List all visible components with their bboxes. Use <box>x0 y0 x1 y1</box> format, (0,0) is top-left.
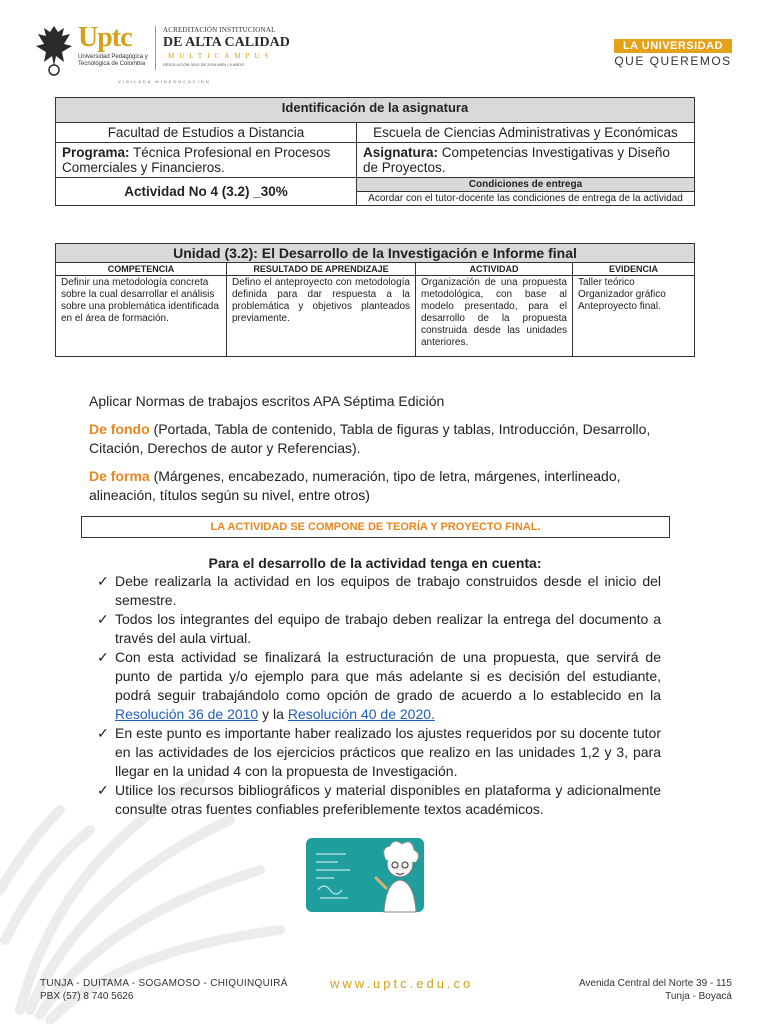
list-item: ✓ En este punto es importante haber realizado los ajustes requeridos por su docente tutor en las actividades de los ejercicios prácticos que realizo en las unidades 1,2 y 3, para llegar en la unidad 4 con la propuesta de Investigación. <box>97 725 661 779</box>
list-item: ✓ Utilice los recursos bibliográficos y material disponibles en plataforma y adicionalmente consulte otras fuentes confiables preferiblemente textos académicos. <box>97 782 661 817</box>
professor-illustration <box>304 834 434 918</box>
ident-table-title: Identificación de la asignatura <box>56 98 695 123</box>
cell-actividad: Organización de una propuesta metodológica, con base al modelo presentado, para el desarrollo de la propuesta construida desde las unidades anteriores. <box>416 276 573 357</box>
check-icon: ✓ <box>97 725 109 741</box>
accreditation-line-1: ACREDITACIÓN INSTITUCIONAL <box>163 26 276 34</box>
accreditation-line-4: RESOLUCIÓN 3910 DE 2015 MEN / 6 AÑOS <box>163 62 244 67</box>
forma-label: De forma <box>89 468 150 484</box>
unit-table-title: Unidad (3.2): El Desarrollo de la Investigación e Informe final <box>56 244 695 263</box>
conditions-header: Condiciones de entrega <box>357 178 695 192</box>
evidence-item: Anteproyecto final. <box>578 301 661 312</box>
guidelines-heading: Para el desarrollo de la actividad tenga en cuenta: <box>208 555 542 571</box>
footer-pbx: PBX (57) 8 740 5626 <box>40 991 134 1002</box>
subject-cell <box>357 143 695 178</box>
school-cell: Escuela de Ciencias Administrativas y Económicas <box>357 123 695 143</box>
program-cell <box>56 143 357 178</box>
header-divider <box>155 26 156 70</box>
col-header-evidencia: EVIDENCIA <box>573 263 695 276</box>
eagle-emblem-icon <box>34 22 74 78</box>
conditions-text: Acordar con el tutor-docente las condiciones de entrega de la actividad <box>357 192 695 206</box>
col-header-resultado: RESULTADO DE APRENDIZAJE <box>227 263 416 276</box>
subject-label: Asignatura: <box>363 145 439 160</box>
program-value: Técnica Profesional en Procesos Comerciales y Financieros. <box>62 145 331 175</box>
logo-subtitle: Universidad Pedagógica y Tecnológica de Colombia <box>78 54 148 67</box>
vigilada-text: VIGILADA MINEDUCACIÓN <box>118 79 211 84</box>
identification-table <box>55 97 695 206</box>
activity-cell: Actividad No 4 (3.2) _30% <box>56 178 357 206</box>
list-item: ✓ Todos los integrantes del equipo de trabajo deben realizar la entrega del documento a través del aula virtual. <box>97 611 661 646</box>
list-item: ✓ Con esta actividad se finalizará la estructuración de una propuesta, que servirá de punto de partida y/o ejemplo para que más adelante si es decisión del estudiante, podrá seguir trabajándolo como opción de grado de acuerdo a lo establecido en la Resolución 36 de 2010 y la Resolución 40 de 2020. <box>97 649 661 722</box>
footer-city: Tunja - Boyacá <box>665 991 732 1002</box>
cell-evidencia <box>573 276 695 357</box>
footer-website[interactable]: www.uptc.edu.co <box>330 976 474 991</box>
footer-cities: TUNJA - DUITAMA - SOGAMOSO - CHIQUINQUIRÁ <box>40 978 288 989</box>
guidelines-list <box>89 572 661 819</box>
check-icon: ✓ <box>97 611 109 627</box>
faculty-cell: Facultad de Estudios a Distancia <box>56 123 357 143</box>
col-header-actividad: ACTIVIDAD <box>416 263 573 276</box>
list-item: ✓ Debe realizarla la actividad en los equipos de trabajo construidos desde el inicio del semestre. <box>97 573 661 608</box>
slogan-top: LA UNIVERSIDAD <box>614 39 732 53</box>
col-header-competencia: COMPETENCIA <box>56 263 227 276</box>
unit-table <box>55 243 695 357</box>
accreditation-line-3: MULTICAMPUS <box>168 52 274 60</box>
accreditation-line-2: DE ALTA CALIDAD <box>163 35 290 50</box>
evidence-item: Taller teórico <box>578 277 635 288</box>
forma-paragraph <box>89 467 661 505</box>
fondo-label: De fondo <box>89 421 150 437</box>
evidence-item: Organizador gráfico <box>578 289 666 300</box>
logo-wordmark: Uptc <box>78 22 132 53</box>
program-label: Programa: <box>62 145 130 160</box>
fondo-paragraph <box>89 420 661 458</box>
fondo-text: (Portada, Tabla de contenido, Tabla de figuras y tablas, Introducción, Desarrollo, Citación, Derechos de autor y Referencias). <box>89 421 651 456</box>
resolution-40-link[interactable]: Resolución 40 de 2020. <box>287 706 435 722</box>
resolution-36-link[interactable]: Resolución 36 de 2010 <box>115 706 259 722</box>
cell-competencia: Definir una metodología concreta sobre la cual desarrollar el análisis sobre una problemática identificada en el área de formación. <box>56 276 227 357</box>
check-icon: ✓ <box>97 782 109 798</box>
activity-notice-box: LA ACTIVIDAD SE COMPONE DE TEORÍA Y PROYECTO FINAL. <box>81 516 670 538</box>
apa-instruction: Aplicar Normas de trabajos escritos APA Séptima Edición <box>89 393 445 409</box>
slogan-bottom: QUE QUEREMOS <box>614 54 732 68</box>
cell-resultado: Defino el anteproyecto con metodología definida para dar respuesta a la problemática y objetivos planteados previamente. <box>227 276 416 357</box>
forma-text: (Márgenes, encabezado, numeración, tipo de letra, márgenes, interlineado, alineación, títulos según su nivel, entre otros) <box>89 468 621 503</box>
subject-value: Competencias Investigativas y Diseño de Proyectos. <box>363 145 670 175</box>
check-icon: ✓ <box>97 649 109 665</box>
footer-address: Avenida Central del Norte 39 - 115 <box>578 978 732 989</box>
check-icon: ✓ <box>97 573 109 589</box>
